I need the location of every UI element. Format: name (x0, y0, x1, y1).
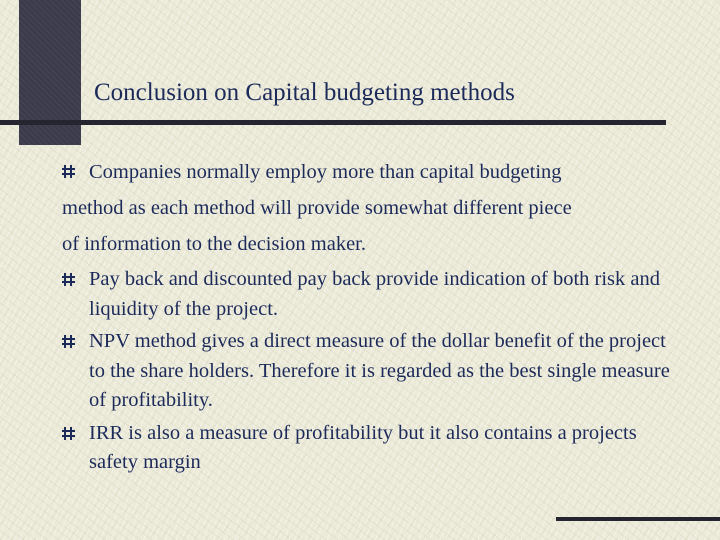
bullet-item (0, 327, 720, 416)
hash-bullet-icon (62, 273, 75, 286)
bullet-item (0, 154, 720, 262)
bullet-text-line: of information to the decision maker. (62, 233, 367, 255)
bullet-text: IRR is also a measure of profitability but it also contains a projects safety margin (89, 421, 637, 473)
bullet-text-line: method as each method will provide somewhat different piece (62, 197, 572, 219)
bullet-item (0, 265, 720, 324)
bullet-text-line: Companies normally employ more than capital budgeting (89, 161, 562, 183)
footer-divider-line (556, 517, 720, 521)
bullet-list (0, 154, 720, 481)
bullet-item (0, 419, 720, 478)
hash-bullet-icon (62, 165, 75, 178)
bullet-text: NPV method gives a direct measure of the dollar benefit of the project to the share holders. Therefore it is regarded as the best single measure of profitability. (89, 330, 670, 411)
hash-bullet-icon (62, 427, 75, 440)
slide-title: Conclusion on Capital budgeting methods (94, 79, 515, 106)
hash-bullet-icon (62, 335, 75, 348)
title-divider-line (0, 120, 666, 125)
bullet-text: Pay back and discounted pay back provide indication of both risk and liquidity of the project. (89, 268, 661, 320)
